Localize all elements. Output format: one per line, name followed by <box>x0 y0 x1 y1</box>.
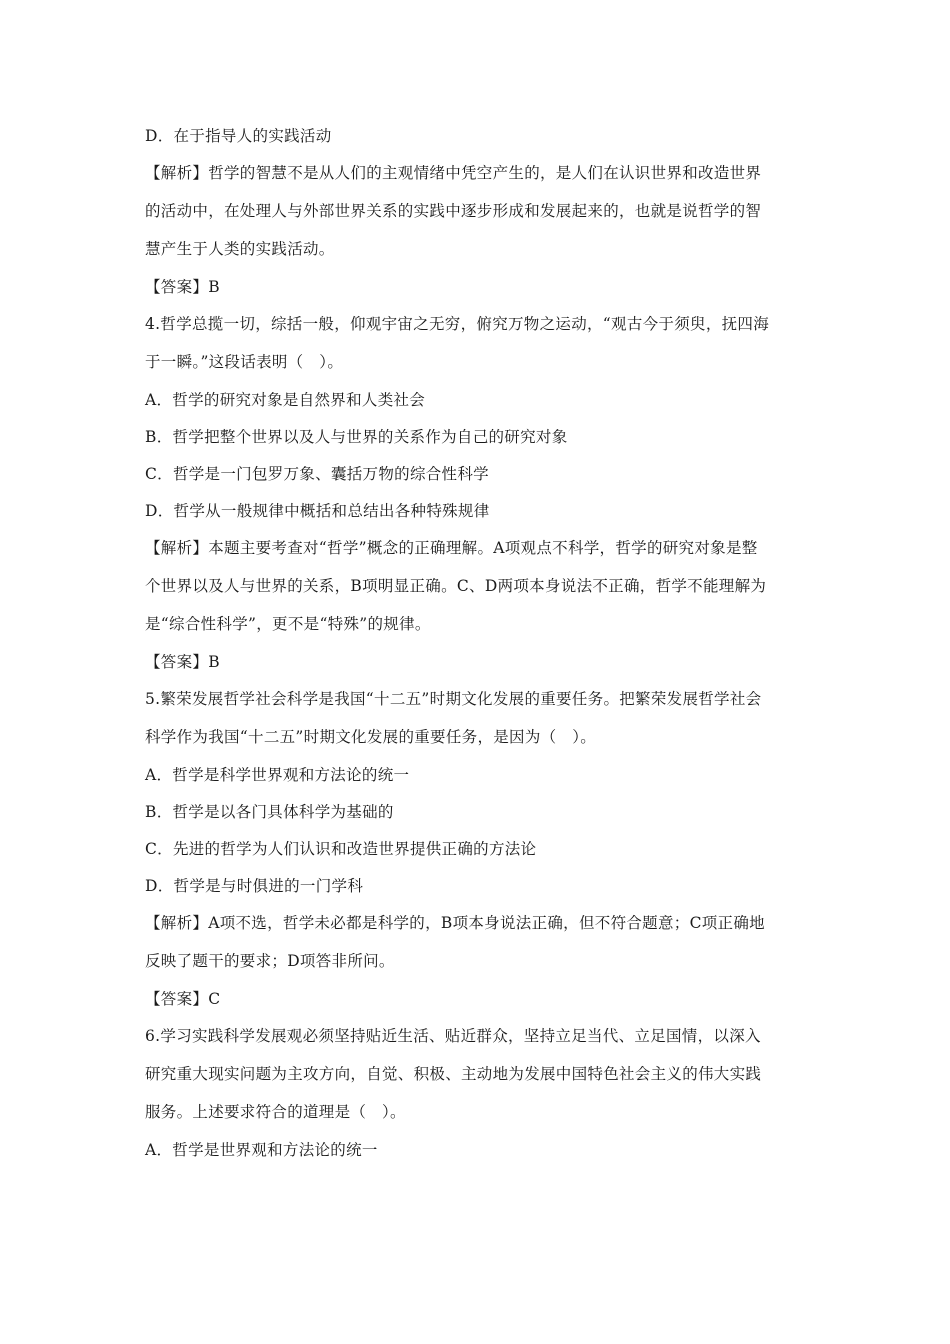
question-5-option-a: A．哲学是科学世界观和方法论的统一 <box>145 766 410 784</box>
question-5-option-d: D．哲学是与时俱进的一门学科 <box>145 877 364 895</box>
analysis-line: 反映了题干的要求；D项答非所问。 <box>145 952 395 970</box>
analysis-line: 慧产生于人类的实践活动。 <box>145 240 335 258</box>
analysis-line: 【解析】本题主要考查对“哲学”概念的正确理解。A项观点不科学，哲学的研究对象是整 <box>145 539 758 557</box>
question-5-line: 科学作为我国“十二五”时期文化发展的重要任务，是因为（ ）。 <box>145 728 597 746</box>
analysis-line: 【解析】哲学的智慧不是从人们的主观情绪中凭空产生的，是人们在认识世界和改造世界 <box>145 164 762 182</box>
question-5-line: 5.繁荣发展哲学社会科学是我国“十二五”时期文化发展的重要任务。把繁荣发展哲学社会 <box>145 690 762 708</box>
analysis-line: 的活动中，在处理人与外部世界关系的实践中逐步形成和发展起来的，也就是说哲学的智 <box>145 202 762 220</box>
question-4-option-b: B．哲学把整个世界以及人与世界的关系作为自己的研究对象 <box>145 428 568 446</box>
analysis-line: 个世界以及人与世界的关系，B项明显正确。C、D两项本身说法不正确，哲学不能理解为 <box>145 577 767 595</box>
question-4-option-c: C．哲学是一门包罗万象、囊括万物的综合性科学 <box>145 465 489 483</box>
answer-line: 【答案】B <box>145 278 220 296</box>
document-page <box>145 121 810 1172</box>
question-5-option-c: C．先进的哲学为人们认识和改造世界提供正确的方法论 <box>145 840 537 858</box>
answer-line: 【答案】B <box>145 653 220 671</box>
question-5-option-b: B．哲学是以各门具体科学为基础的 <box>145 803 394 821</box>
question-4-line: 于一瞬。”这段话表明（ ）。 <box>145 353 344 371</box>
question-6-line: 服务。上述要求符合的道理是（ ）。 <box>145 1103 406 1121</box>
option-d-text-line: D．在于指导人的实践活动 <box>145 127 332 145</box>
question-6-line: 6.学习实践科学发展观必须坚持贴近生活、贴近群众，坚持立足当代、立足国情，以深入 <box>145 1027 761 1045</box>
question-6-line: 研究重大现实问题为主攻方向，自觉、积极、主动地为发展中国特色社会主义的伟大实践 <box>145 1065 762 1083</box>
analysis-line: 【解析】A项不选，哲学未必都是科学的，B项本身说法正确，但不符合题意；C项正确地 <box>145 914 765 932</box>
question-6-option-a: A．哲学是世界观和方法论的统一 <box>145 1141 378 1159</box>
analysis-line: 是“综合性科学”，更不是“特殊”的规律。 <box>145 615 431 633</box>
answer-line: 【答案】C <box>145 990 221 1008</box>
question-4-option-a: A．哲学的研究对象是自然界和人类社会 <box>145 391 426 409</box>
question-4-line: 4.哲学总揽一切，综括一般，仰观宇宙之无穷，俯究万物之运动，“观古今于须臾，抚四海 <box>145 315 770 333</box>
question-4-option-d: D．哲学从一般规律中概括和总结出各种特殊规律 <box>145 502 490 520</box>
